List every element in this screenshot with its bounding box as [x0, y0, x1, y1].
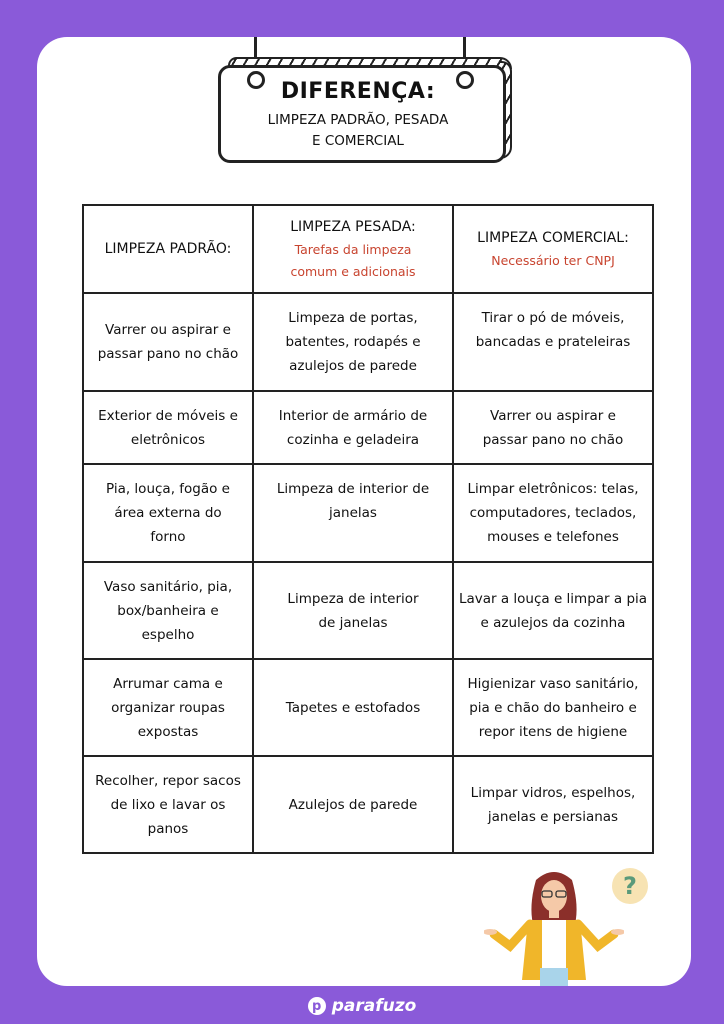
table-cell: Varrer ou aspirar e passar pano no chão: [83, 293, 253, 391]
table-cell: Exterior de móveis e eletrônicos: [83, 391, 253, 464]
table-cell: Azulejos de parede: [253, 756, 453, 853]
page-subtitle: [216, 110, 500, 152]
header-label: LIMPEZA COMERCIAL:: [477, 230, 629, 246]
header-pesada: [253, 205, 453, 293]
table-cell: Vaso sanitário, pia, box/banheira e espelho: [83, 562, 253, 659]
parafuzo-logo-icon: p: [308, 997, 326, 1015]
table-row: [83, 659, 653, 756]
table-cell: Tapetes e estofados: [253, 659, 453, 756]
table-row: [83, 293, 653, 391]
header-padrao: [83, 205, 253, 293]
table-cell: Limpar eletrônicos: telas, computadores, teclados, mouses e telefones: [453, 464, 653, 562]
header-label: LIMPEZA PESADA:: [290, 219, 416, 235]
table-row: [83, 756, 653, 853]
page-title: DIFERENÇA:: [280, 79, 436, 104]
woman-shrugging-illustration: [484, 868, 624, 986]
subtitle-line-1: LIMPEZA PADRÃO, PESADA: [267, 112, 449, 128]
comparison-table: [82, 204, 654, 854]
table-row: [83, 391, 653, 464]
header-comercial: [453, 205, 653, 293]
table-cell: Recolher, repor sacos de lixo e lavar os panos: [83, 756, 253, 853]
table-cell: Lavar a louça e limpar a pia e azulejos da cozinha: [453, 562, 653, 659]
header-note: Necessário ter CNPJ: [491, 253, 615, 268]
table-header-row: [83, 205, 653, 293]
question-mark-icon: ?: [612, 868, 648, 904]
brand-name: parafuzo: [331, 996, 417, 1016]
table-cell: Pia, louça, fogão e área externa do forno: [83, 464, 253, 562]
table-row: [83, 562, 653, 659]
table-row: [83, 464, 653, 562]
table-cell: Interior de armário de cozinha e geladeira: [253, 391, 453, 464]
title-sign: [216, 37, 514, 161]
table-cell: Limpeza de interior de janelas: [253, 562, 453, 659]
table-cell: Higienizar vaso sanitário, pia e chão do banheiro e repor itens de higiene: [453, 659, 653, 756]
header-label: LIMPEZA PADRÃO:: [104, 241, 232, 257]
table-cell: Limpar vidros, espelhos, janelas e persianas: [453, 756, 653, 853]
table-cell: Varrer ou aspirar e passar pano no chão: [453, 391, 653, 464]
table-cell: Tirar o pó de móveis, bancadas e prateleiras: [453, 293, 653, 391]
footer-brand: [0, 992, 724, 1020]
table-cell: Arrumar cama e organizar roupas expostas: [83, 659, 253, 756]
subtitle-line-2: E COMERCIAL: [312, 133, 404, 149]
table-cell: Limpeza de portas, batentes, rodapés e azulejos de parede: [253, 293, 453, 391]
table-cell: Limpeza de interior de janelas: [253, 464, 453, 562]
header-note: Tarefas da limpeza comum e adicionais: [290, 242, 416, 279]
